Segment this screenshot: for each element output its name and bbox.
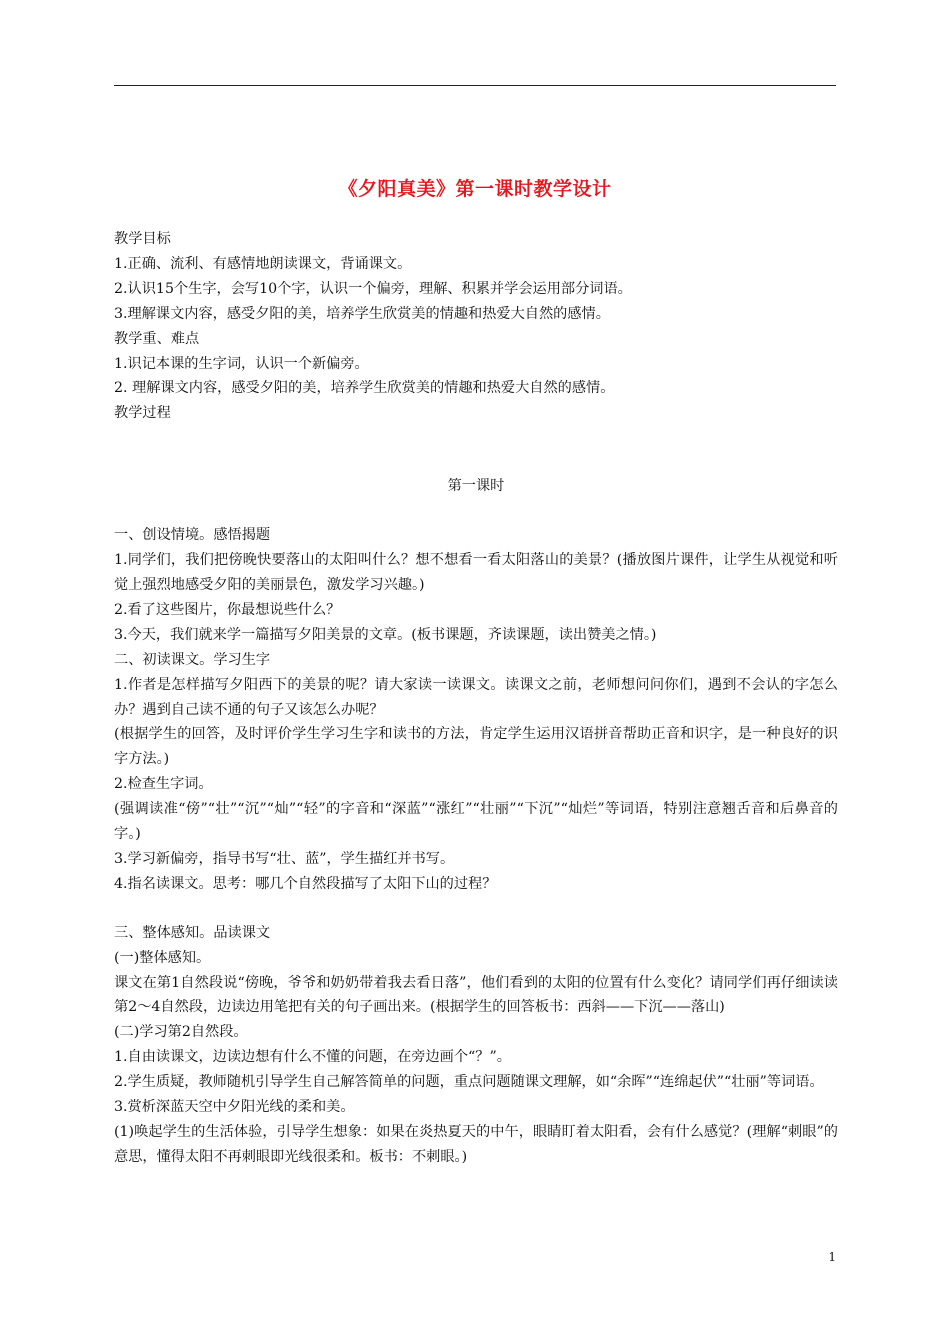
heading-teaching-process: 教学过程 <box>114 405 171 422</box>
paragraph: (强调读准“傍”“壮”“沉”“灿”“轻”的字音和“深蓝”“涨红”“壮丽”“下沉”“灿烂”等词语，特别注意翘舌音和后鼻音的字。) <box>114 801 838 843</box>
lesson-heading: 第一课时 <box>447 478 505 495</box>
goal-item: 1.正确、流利、有感情地朗读课文，背诵课文。 <box>114 255 412 272</box>
heading-teaching-goals: 教学目标 <box>114 231 171 247</box>
paragraph: 3.赏析深蓝天空中夕阳光线的柔和美。 <box>114 1099 355 1116</box>
section-heading: 一、创设情境。感悟揭题 <box>114 527 271 544</box>
paragraph: (1)唤起学生的生活体验，引导学生想象：如果在炎热夏天的中午，眼睛盯着太阳看，会有什么感觉？(理解“刺眼”的意思，懂得太阳不再刺眼即光线很柔和。板书：不刺眼。) <box>114 1124 838 1165</box>
paragraph: 课文在第1自然段说“傍晚，爷爷和奶奶带着我去看日落”，他们看到的太阳的位置有什么变化？请同学们再仔细读读第2～4自然段，边读边用笔把有关的句子画出来。(根据学生的回答板书：西斜——下沉——落山) <box>114 974 838 1016</box>
goal-item: 2.认识15个生字，会写10个字，认识一个偏旁，理解、积累并学会运用部分词语。 <box>114 280 632 297</box>
paragraph: 3.学习新偏旁，指导书写“壮、蓝”，学生描红并书写。 <box>114 850 455 867</box>
document-body <box>114 227 838 1170</box>
key-point-item: 2. 理解课文内容，感受夕阳的美，培养学生欣赏美的情趣和热爱大自然的感情。 <box>114 380 615 397</box>
section-heading: 三、整体感知。品读课文 <box>114 924 271 941</box>
paragraph: 2.检查生字词。 <box>114 776 213 793</box>
page-number: 1 <box>828 1250 836 1264</box>
paragraph: 3.今天，我们就来学一篇描写夕阳美景的文章。(板书课题，齐读课题，读出赞美之情。) <box>114 626 657 643</box>
paragraph: 4.指名读课文。思考：哪几个自然段描写了太阳下山的过程？ <box>114 875 497 892</box>
paragraph: 2.学生质疑，教师随机引导学生自己解答简单的问题，重点问题随课文理解，如“余晖”“连绵起伏”“壮丽”等词语。 <box>114 1074 824 1091</box>
header-rule <box>114 85 836 86</box>
heading-key-points: 教学重、难点 <box>114 330 200 347</box>
document-title: 《夕阳真美》第一课时教学设计 <box>338 178 612 200</box>
spacer <box>114 499 838 523</box>
spacer <box>114 897 838 921</box>
paragraph: 1.自由读课文，边读边想有什么不懂的问题，在旁边画个“？”。 <box>114 1049 511 1066</box>
paragraph: (根据学生的回答，及时评价学生学习生字和读书的方法，肯定学生运用汉语拼音帮助正音和识字，是一种良好的识字方法。) <box>114 726 838 768</box>
section-heading: 二、初读课文。学习生字 <box>114 651 271 668</box>
subsection-heading: (一)整体感知。 <box>114 949 211 966</box>
goal-item: 3.理解课文内容，感受夕阳的美，培养学生欣赏美的情趣和热爱大自然的感情。 <box>114 305 610 322</box>
spacer <box>114 426 838 474</box>
paragraph: 1.作者是怎样描写夕阳西下的美景的呢？请大家读一读课文。读课文之前，老师想问问你们，遇到不会认的字怎么办？遇到自己读不通的句子又该怎么办呢？ <box>114 676 838 718</box>
subsection-heading: (二)学习第2自然段。 <box>114 1024 248 1041</box>
paragraph: 2.看了这些图片，你最想说些什么？ <box>114 601 341 618</box>
key-point-item: 1.识记本课的生字词，认识一个新偏旁。 <box>114 355 369 372</box>
paragraph: 1.同学们，我们把傍晚快要落山的太阳叫什么？想不想看一看太阳落山的美景？(播放图片课件，让学生从视觉和听觉上强烈地感受夕阳的美丽景色，激发学习兴趣。) <box>114 552 838 593</box>
